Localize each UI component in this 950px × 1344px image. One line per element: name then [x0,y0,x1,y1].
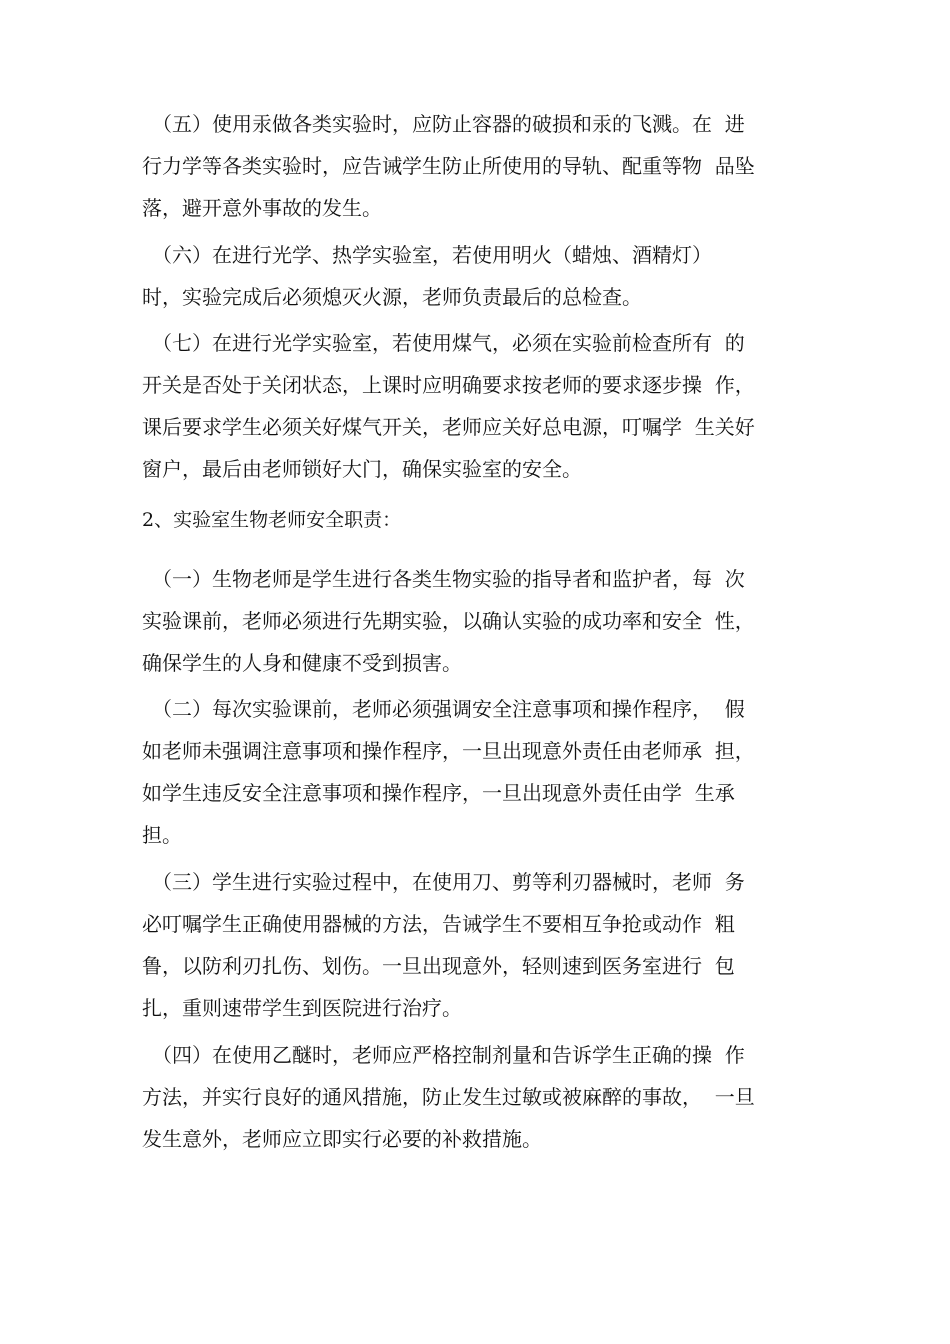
paragraph-line: 窗户，最后由老师锁好大门，确保实验室的安全。 [142,457,582,481]
paragraph-line: （三）学生进行实验过程中，在使用刀、剪等利刃器械时，老师 务 [152,870,745,894]
paragraph-line: 如学生违反安全注意事项和操作程序，一旦出现意外责任由学 生承 [142,781,735,805]
paragraph-line: 实验课前，老师必须进行先期实验，以确认实验的成功率和安全 性， [142,609,755,633]
paragraph-line: （一）生物老师是学生进行各类生物实验的指导者和监护者，每 次 [152,567,745,591]
paragraph-line: 方法，并实行良好的通风措施，防止发生过敏或被麻醉的事故， 一旦 [142,1085,755,1109]
paragraph-line: 落，避开意外事故的发生。 [142,196,382,220]
paragraph-line: 发生意外，老师应立即实行必要的补救措施。 [142,1127,542,1151]
paragraph-line: （二）每次实验课前，老师必须强调安全注意事项和操作程序， 假 [152,697,745,721]
paragraph-line: 必叮嘱学生正确使用器械的方法，告诫学生不要相互争抢或动作 粗 [142,912,735,936]
paragraph-line: （四）在使用乙醚时，老师应严格控制剂量和告诉学生正确的操 作 [152,1043,745,1067]
paragraph-line: 如老师未强调注意事项和操作程序，一旦出现意外责任由老师承 担， [142,739,755,763]
section-heading: 2、实验室生物老师安全职责： [142,509,402,531]
paragraph-line: 开关是否处于关闭状态，上课时应明确要求按老师的要求逐步操 作， [142,373,755,397]
paragraph-line: （七）在进行光学实验室，若使用煤气，必须在实验前检查所有 的 [152,331,745,355]
paragraph-line: 课后要求学生必须关好煤气开关，老师应关好总电源，叮嘱学 生关好 [142,415,755,439]
paragraph-line: （六）在进行光学、热学实验室，若使用明火（蜡烛、酒精灯） [152,243,712,267]
paragraph-line: （五）使用汞做各类实验时，应防止容器的破损和汞的飞溅。在 进 [152,112,745,136]
paragraph-line: 担。 [142,823,182,847]
paragraph-line: 扎，重则速带学生到医院进行治疗。 [142,996,462,1020]
paragraph-line: 行力学等各类实验时，应告诫学生防止所使用的导轨、配重等物 品坠 [142,154,755,178]
paragraph-line: 时，实验完成后必须熄灭火源，老师负责最后的总检查。 [142,285,642,309]
paragraph-line: 鲁，以防利刃扎伤、划伤。一旦出现意外，轻则速到医务室进行 包 [142,954,735,978]
paragraph-line: 确保学生的人身和健康不受到损害。 [142,651,462,675]
